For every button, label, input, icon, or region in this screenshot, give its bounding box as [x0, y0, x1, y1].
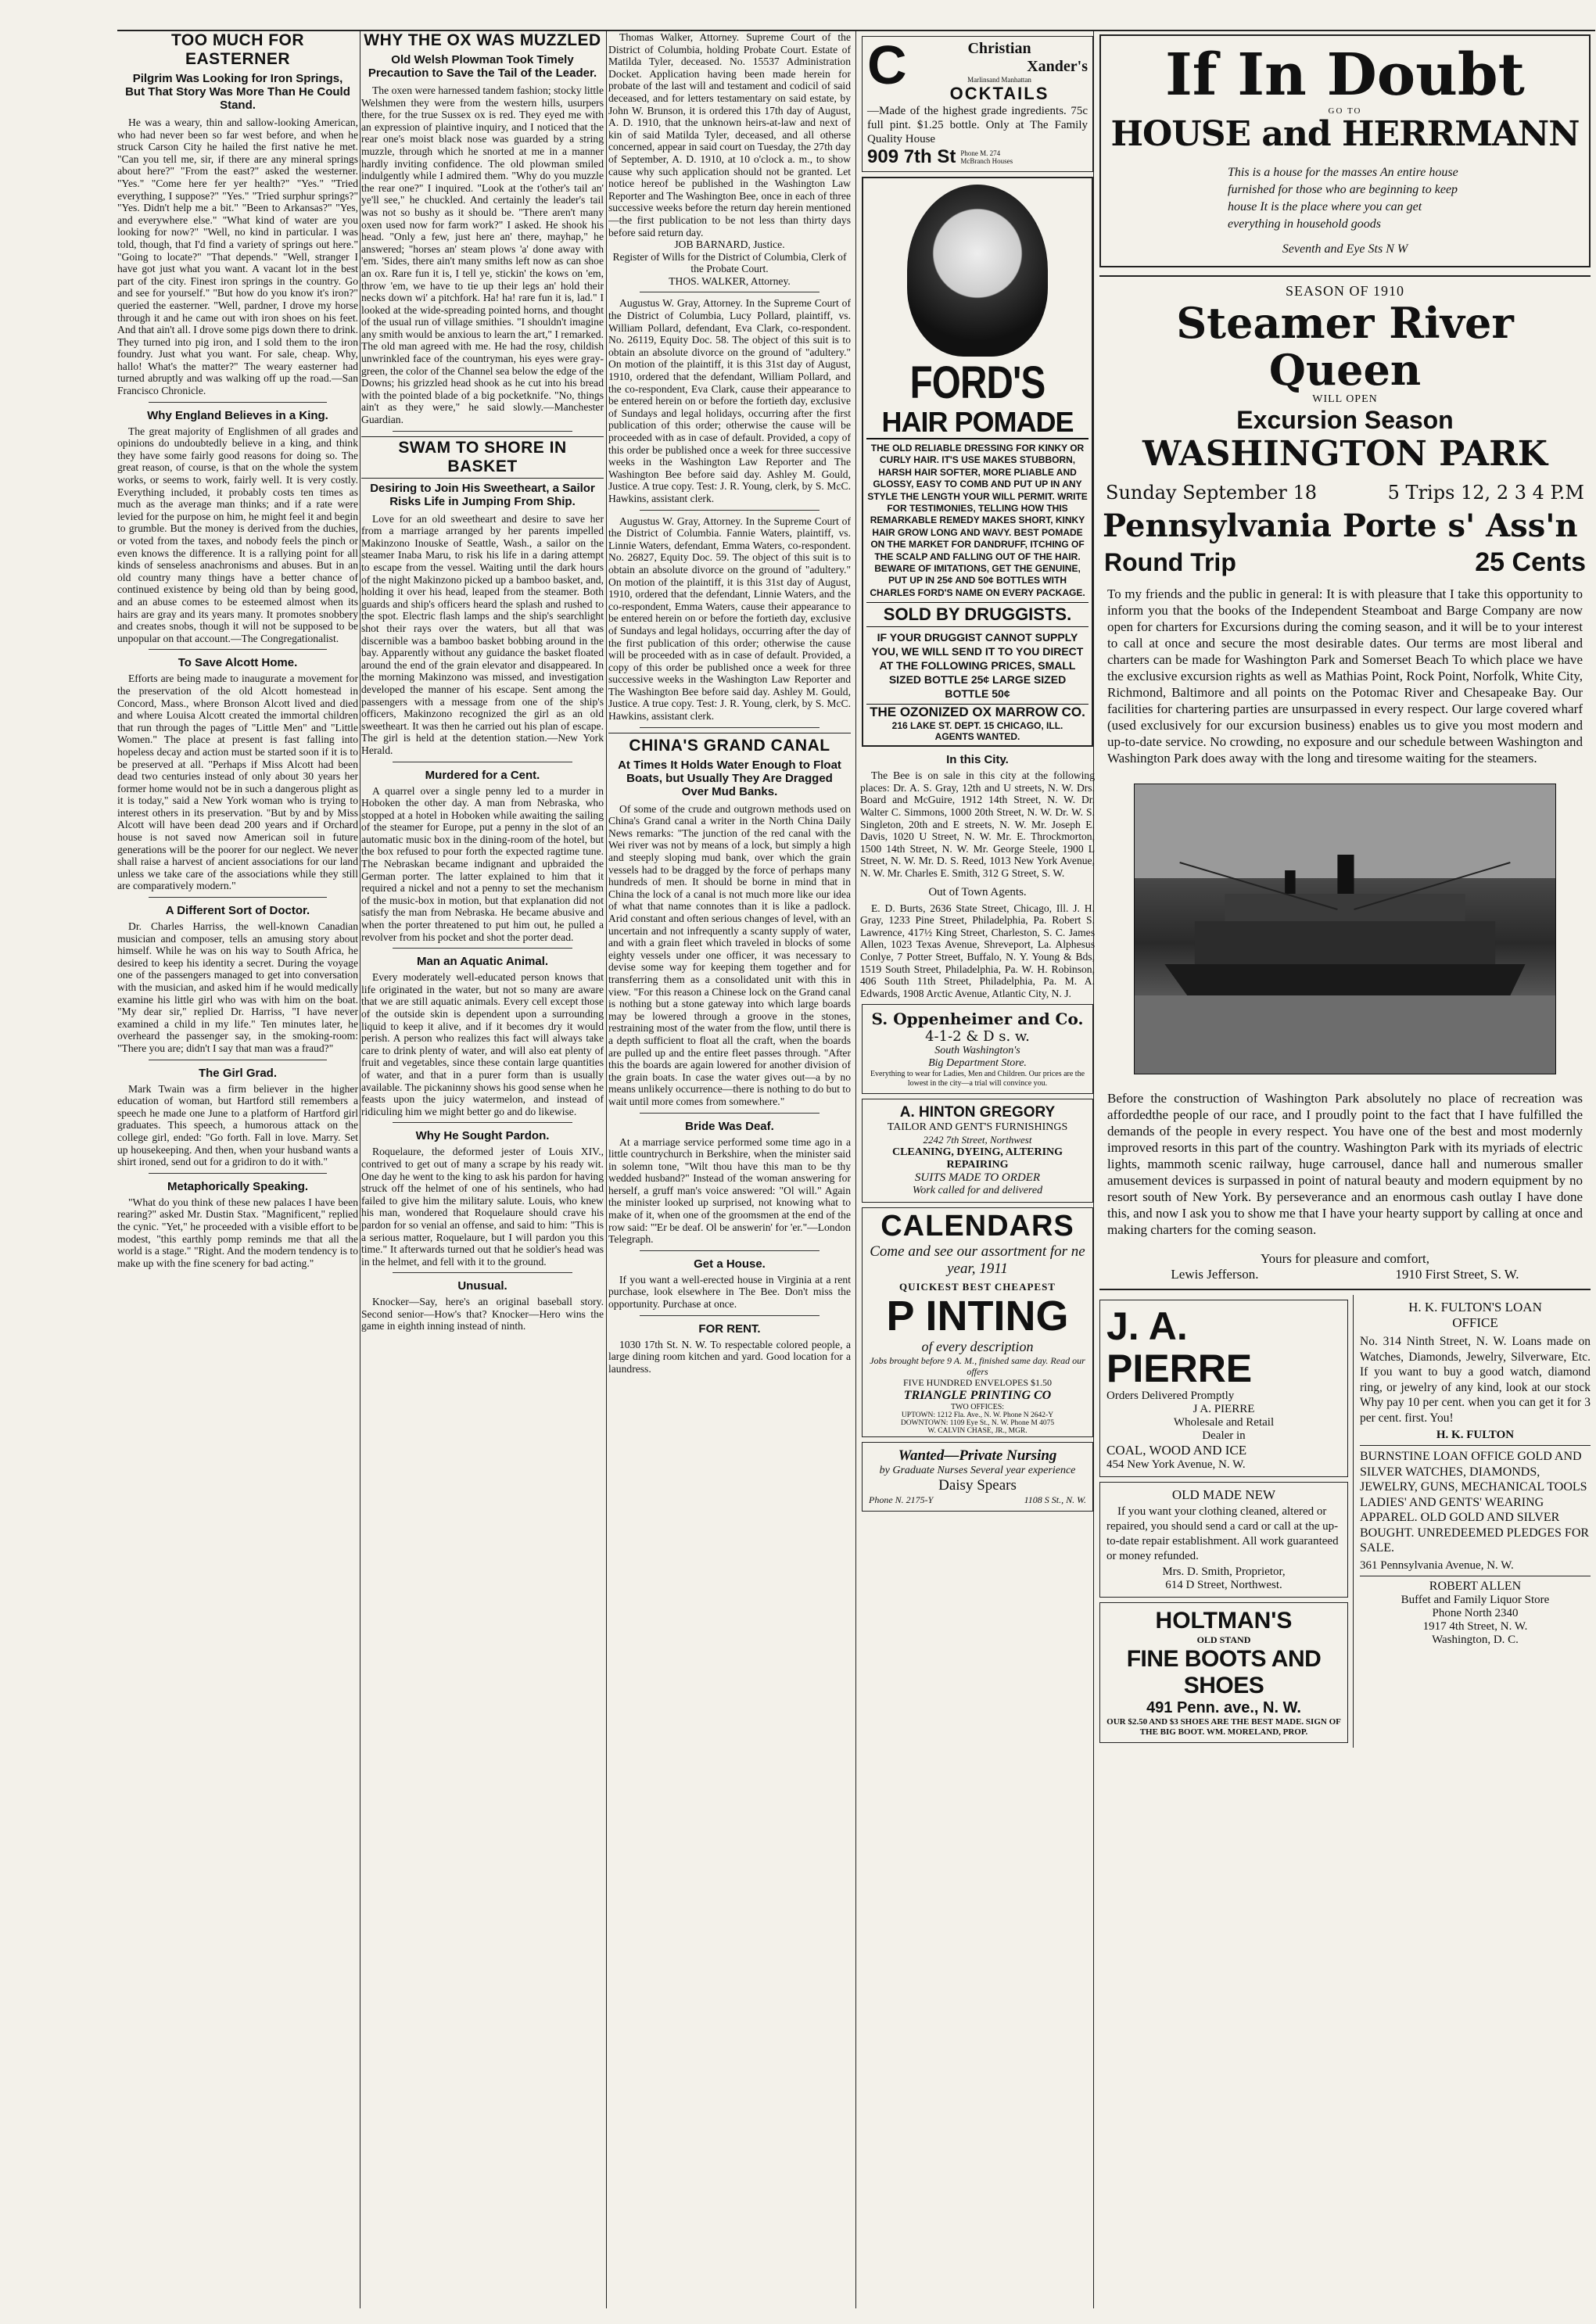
ad-address: 1917 4th Street, N. W. [1422, 1619, 1528, 1633]
ad-signature: Lewis Jefferson. [1171, 1267, 1259, 1282]
ad-phone: Phone N. 2175-Y [869, 1494, 934, 1506]
ad-company: THE OZONIZED OX MARROW CO. [866, 704, 1089, 720]
ad-address: 216 LAKE ST. DEPT. 15 CHICAGO, ILL. [891, 720, 1063, 732]
article-heading: FOR RENT. [698, 1322, 761, 1336]
column-2 [361, 31, 604, 2308]
article-heading: To Save Alcott Home. [178, 656, 298, 670]
article-body: 1030 17th St. N. W. To respectable colored people, a large dining room kitchen and yard. Good location for a laundress. [608, 1338, 851, 1375]
article-body: "What do you think of these new palaces I have been rearing?" asked Mr. Dustin Stax. "Magnificent," replied the cynic. "Yet," he proceeded with a visible effort to be modest, "this earthly pomp reminds me that all the world is a stage." "Right. And the modern tendency is to make up with the fine scenery for bad acting." [117, 1196, 358, 1269]
divider [149, 897, 327, 898]
ad-round-trip: Round Trip [1104, 548, 1236, 576]
article-heading: Unusual. [457, 1279, 507, 1293]
article-body: If you want a well-erected house in Virginia at a rent purchase, look elsewhere in The Bee. Don't miss the opportunity. Purchase at once. [608, 1273, 851, 1311]
ad-address: Washington, D. C. [1432, 1633, 1519, 1646]
column-rule [855, 31, 856, 2308]
ad-pierre [1099, 1300, 1348, 1477]
ad-phone: Phone M. 274 McBranch Houses [960, 149, 1013, 165]
ad-address: 1910 First Street, S. W. [1395, 1267, 1519, 1282]
divider [393, 1122, 572, 1123]
article-heading: Metaphorically Speaking. [167, 1179, 309, 1193]
legal-signature: JOB BARNARD, Justice. [674, 238, 785, 251]
ad-price: 25 Cents [1475, 547, 1586, 577]
ad-christian-xander [862, 36, 1093, 172]
ad-address: 454 New York Avenue, N. W. [1106, 1458, 1246, 1471]
ad-nursing [862, 1442, 1093, 1512]
ad-tagline: QUICKEST BEST CHEAPEST [899, 1281, 1056, 1293]
ad-initial: C [867, 34, 907, 95]
ad-old-made-new [1099, 1482, 1348, 1598]
divider [149, 649, 327, 650]
article-heading: Man an Aquatic Animal. [416, 955, 549, 969]
ad-fords-pomade [862, 177, 1093, 747]
article-body: He was a weary, thin and sallow-looking American, who had never been so far west before, and when he struck Carson City he hailed the first native he met. "Can you tell me, sir, if there are any mineral springs about here?" "From the east?" asked the westerner. "Yes." "Come here fer yer health?" "Yes." "Tried everything, I suppose?" "Yes." "Tried surphur springs?" "Yes. Didn't help me a bit." "Been to Arkansas?" "Yes, and everywhere else." "What kind of water are you looking for now?" "Well, no kind in particular. I was told, though, that I'd find a variety of springs out here." "Going to locate?" "That depends." "Well, stranger I have got just what you want. A vacant lot in the best part of the city. Finest iron springs in the country. Go and see for yourself." "But how do you know it's iron?" queried the easterner. "Well, pardner, I drove my horse through it and he came out with iron shoes on his feet. And that ain't all. I drove some pigs down there to drink. They turned into pig iron, and I sold them to the iron foundry. Just what you want. For sale, cheap. Why, hallo! What's the matter?" The weary easterner had turned abruptly and was walking off up the road.—San Francisco Chronicle. [117, 117, 358, 397]
ad-will-open: WILL OPEN [1312, 393, 1378, 405]
ad-house-herrmann [1099, 34, 1591, 267]
steamer-photo-icon [1134, 784, 1556, 1074]
article-body: Love for an old sweetheart and desire to save her from a marriage arranged by her parents impelled Makinzono Inouske of Seattle, Wash., a sailor on the steamer Inaba Maru, to risk his life in a daring attempt to escape from the vessel. Waiting until the dark hours of the night Makinzono picked up a bamboo basket, and, holding it over his head, leaped from the steamer. Both guards and ship's officers heard the splash and rushed to the spot. Electric flash lamps and the ship's searchlight shot their rays over the waters, but all that was discernible was a bamboo basket bobbing around in the bay. Apparently without any guidance the basket floated around the end of the grain elevator and disappeared. In the morning Makinzono was missed, and investigation developed the manner of his escape. Sent among the passengers with a message from one of the ship's officers, Makinzono recognized the girl as an old sweetheart. It was then he carried out his plan of escape. The girl is held at the detention station.—New York Herald. [361, 512, 604, 756]
ad-title: S. Oppenheimer and Co. [871, 1010, 1084, 1029]
article-heading: Get a House. [694, 1257, 766, 1271]
legal-signature: Register of Wills for the District of Columbia, Clerk of the Probate Court. [612, 250, 847, 275]
ad-address: 614 D Street, Northwest. [1165, 1579, 1282, 1591]
ad-sold: SOLD BY DRUGGISTS. [866, 602, 1089, 627]
ad-excursion: Excursion Season [1236, 406, 1454, 434]
ad-phone: Phone North 2340 [1432, 1606, 1519, 1619]
divider [393, 948, 572, 949]
ad-subtitle: TAILOR AND GENT'S FURNISHINGS [887, 1121, 1068, 1134]
subheadline: Desiring to Join His Sweetheart, a Sailor Risks Life in Jumping From Ship. [370, 481, 595, 508]
ad-address: 2242 7th Street, Northwest [923, 1134, 1032, 1146]
divider [149, 1173, 327, 1174]
ad-body: To my friends and the public in general: It is with pleasure that I take this opportunity to inform you that the books of the Independent Steamboat and Barge Company are now open for charters for Excursions during the coming season, and it will be to your interest to call at once and secure the most desirable dates. Our terms are most liberal and charters can be made for Washington Park and Somerset Beach To which place we have the exclusive excursion rights as well as Mathias Point, Rock Point, Norfolk, White City, Richmond, Baltimore and all points on the Potomac River and Chesapeake Bay. Our facilities for chartering parties are unsurpassed in every respect. Our large covered wharf (used exclusively for our excursion business) enables us to give you most modern and up-to-date service. No crowding, no exposure and our schedule between Washington and Washington Park does away with the long and tiresome waiting for the steamers. [1107, 586, 1583, 766]
ad-tagline: This is a house for the masses An entire house furnished for those who are beginning to keep house It is the place where you can get everything in household goods [1228, 166, 1458, 231]
headline: WHY THE OX WAS MUZZLED [364, 31, 601, 49]
article-body: Of some of the crude and outgrown methods used on China's Grand canal a writer in the North China Daily News remarks: "The junction of the red canal with the Wei river was not by means of a lock, but simply a high and steeply sloping mud bank, over which the grain vessels had to be dragged by the force of perhaps many hundreds of men. It should be borne in mind that in China the lock of a canal is not much more like our idea of what that name connotes than it is like a padlock. Arid constant and often serious changes of level, with an uncertain and not infrequently a scanty supply of water, and with a grain fleet which traveled in blocks of some eighty vessels under one officer, it was necessary to devise some way for keeping them together and for transferring them as a consolidated unit with this in view. "For this reason a Chinese lock on the Grand canal is nothing but a stone gateway into which large boards may be lowered through a groove in the stones, restraining most of the water from the flow, until there is a depth sufficient to float all the craft, when the boards are pulled up and the entire fleet passes through. "After this the boards are again lowered for another division of the grain boats. In case the water gives out—a by no means unlikely occurrence—there is nothing to do but to wait until more comes from somewhere." [608, 802, 851, 1107]
ad-address: 361 Pennsylvania Avenue, N. W. [1360, 1558, 1514, 1572]
ad-title: CALENDARS [880, 1210, 1074, 1243]
ad-title: A. HINTON GREGORY [899, 1104, 1056, 1121]
ad-address: 491 Penn. ave., N. W. [1146, 1699, 1301, 1716]
ad-title: Xander's [1027, 58, 1088, 75]
steamer-silhouette-icon [1135, 784, 1555, 1074]
article-body: At a marriage service performed some time ago in a little countrychurch in Berkshire, when the minister said in solemn tone, "Wilt thou have this man to be thy wedded husband?" Instead of the woman answering for herself, a gruff man's voice answered: "Ol will." Again the minister looked up surprised, not knowing what to make of it, when one of the groomsmen at the end of the row said: "'Er be deaf. Ol be answerin' for 'er."—London Telegraph. [608, 1135, 851, 1246]
ad-body: OUR $2.50 AND $3 SHOES ARE THE BEST MADE. SIGN OF THE BIG BOOT. WM. MORELAND, PROP. [1106, 1717, 1341, 1737]
ad-name: J A. PIERRE [1193, 1403, 1255, 1415]
article-heading: In this City. [946, 753, 1009, 767]
subheadline: Old Welsh Plowman Took Timely Precaution to Save the Tail of the Leader. [368, 53, 597, 80]
ad-title: HOLTMAN'S [1155, 1608, 1293, 1634]
ad-company: TRIANGLE PRINTING CO [903, 1389, 1052, 1403]
ad-body: THE OLD RELIABLE DRESSING FOR KINKY OR CURLY HAIR. IT'S USE MAKES STUBBORN, HARSH HAIR SOFTER, MORE PLIABLE AND GLOSSY, EASY TO COMB AND PUT UP IN ANY STYLE THE LENGTH YOUR WILL PERMIT. WRITE FOR TESTIMONIES, TELLING HOW THIS REMARKABLE REMEDY MAKES SHORT, KINKY HAIR GROW LONG AND WAVY. BEST POMADE ON THE MARKET FOR DANDRUFF, ITCHING OF THE SCALP AND FALLING OUT OF THE HAIR. BEWARE OF IMITATIONS, GET THE GENUINE, PUT UP IN 25¢ AND 50¢ BOTTLES WITH CHARLES FORD'S NAME ON EVERY PACKAGE. [867, 443, 1088, 598]
ad-tagline: South Washington's [934, 1045, 1020, 1057]
woman-portrait-icon [907, 185, 1048, 357]
ad-goto: GO TO [1328, 106, 1362, 116]
ad-work: Work called for and delivered [912, 1185, 1043, 1197]
article-body: Efforts are being made to inaugurate a movement for the preservation of the old Alcott homestead in Concord, Mass., where Bronson Alcott lived and died and where Louisa Alcott created the immortal children that run through the pages of "Little Men" and "Little Women." The place at present is fast falling into hopeless decay and action must be started soon if it is to be preserved at all. "Perhaps if Miss Alcott had been dead two centuries instead of only about 30 years her former home would not be in such a dangerous plight as it is today," said a New York woman who is trying to interest others in its preservation. "But by and by Miss Alcott will have been dead 200 years and if Orchard house is not saved now American soil in future generations will be the poorer for our neglect. We never shall raise a harvest of ancient associations for our land unless we take care of the associations while they still are comparatively modern." [117, 672, 358, 892]
ad-signature: H. K. FULTON [1436, 1429, 1515, 1441]
ad-title: Wanted—Private Nursing [898, 1447, 1057, 1465]
ad-title: J. A. PIERRE [1106, 1304, 1253, 1390]
ad-tagline: Big Department Store. [928, 1057, 1027, 1070]
headline: SWAM TO SHORE IN BASKET [361, 436, 604, 479]
ad-title: OFFICE [1452, 1315, 1498, 1330]
article-heading: Why England Believes in a King. [147, 408, 328, 422]
article-body: A quarrel over a single penny led to a murder in Hoboken the other day. A man from Nebraska, who stopped at a hotel in Hoboken while awaiting the sailing of the steamer for Europe, put a penny in the slot of an automatic music box in the dining-room of the hotel, but the box refused to pour forth the expected ragtime tune. The Nebraskan became indignant and upbraided the German porter. The latter explained to him that it required a nickel and not a penny to set the mechanism of the music-box in motion, but that explanation did not satisfy the man from Nebraska. He became abusive and when the porter threatened to put him out, he pulled a revolver from his pocket and shot the porter dead. [361, 784, 604, 943]
article-heading: The Girl Grad. [198, 1066, 278, 1080]
legal-notice: Augustus W. Gray, Attorney. In the Supreme Court of the District of Columbia. Fannie Waters, plaintiff, vs. Linnie Waters, defendant, Emma Waters, co-respondent. No. 26827, Equity Doc. 59. The object of this suit is to obtain an absolute divorce on the ground of "adultery." On motion of the plaintiff, it is this 31st day of August, 1910, ordered that the defendant, Linnie Waters, and the co-respondent, Emma Waters, cause their appearance to be entered herein on or before the fortieth day, exclusive of Sundays and legal holidays, occurring after the day of the first publication of this order; otherwise the cause will be proceeded with as in case of default. Provided, a copy of this order be published once a week for three successive weeks in the Washington Law Reporter and The Washington Bee before said day. Ashley M. Gould, Justice. A true copy. Test: J. R. Young, clerk, by S. McC. Hawkins, assistant clerk. [608, 515, 851, 723]
ad-title: H. K. FULTON'S LOAN [1408, 1300, 1542, 1314]
article-heading: Bride Was Deaf. [685, 1119, 774, 1133]
article-body: Every moderately well-educated person knows that life originated in the water, but not so many are aware that we are still aquatic animals. Every cell except those of the outside skin is dependent upon a surrounding liquid to keep it alive, and if it becomes dry it would perish. A person who realizes this fact will always take care to drink plenty of water, and will also eat plenty of fruit and vegetables, since these contain large quantities of water, and that in a purer form than is usually available. The pickaninny shows his good sense when he feasts upon the juicy watermelon, and instead of ridiculing him we might better go and do likewise. [361, 971, 604, 1117]
ad-title: Christian [967, 40, 1031, 57]
ad-service: CLEANING, DYEING, ALTERING REPAIRING [891, 1146, 1063, 1171]
ad-holtmans [1099, 1602, 1348, 1743]
ad-title: P INTING [886, 1293, 1069, 1340]
ad-subtitle: Come and see our assortment for ne year, 1911 [870, 1243, 1085, 1278]
article-body: E. D. Burts, 2636 State Street, Chicago, Ill. J. H. Gray, 1233 Pine Street, Philadelphia, Pa. Robert S. Lawrence, 417½ King Street, Charleston, S. C. James Allen, 1023 Texas Avenue, Shreveport, La. Alphesus Conlye, 7 Potter Street, Buffalo, N. Y. Young & Bds, 1519 South Street, Philadelphia, Pa. W. H. Robinson, 406 South 11th Street, Philadelphia, Pa. M. A. Edwards, 1908 Arctic Avenue, Atlantic City, N. J. [860, 902, 1095, 999]
ad-note: Jobs brought before 9 A. M., finished same day. Read our offers [870, 1355, 1085, 1378]
ad-trips: 5 Trips 12, 2 3 4 P.M [1387, 482, 1584, 504]
ad-suits: SUITS MADE TO ORDER [914, 1171, 1041, 1185]
ad-title: HAIR POMADE [866, 407, 1089, 439]
ad-address: 4-1-2 & D s. w. [925, 1028, 1030, 1045]
ad-body: No. 314 Ninth Street, N. W. Loans made on Watches, Diamonds, Jewelry, Silverware, Etc. If you want to buy a good watch, diamond ring, or jewelry of any kind, look at our stock Why pay 10 per cent. when you can get it for 3 per cent. first. You! [1360, 1335, 1591, 1425]
ad-closing: Yours for pleasure and comfort, [1261, 1251, 1429, 1266]
ad-small: Everything to wear for Ladies, Men and Children. Our prices are the lowest in the city—a trial will convince you. [870, 1070, 1085, 1088]
ad-title: ROBERT ALLEN [1429, 1579, 1522, 1593]
ad-address: 909 7th St [867, 146, 956, 167]
ad-river-queen [1099, 275, 1591, 1290]
headline: CHINA'S GRAND CANAL [608, 733, 851, 755]
ad-body: BURNSTINE LOAN OFFICE GOLD AND SILVER WATCHES, DIAMONDS, JEWELRY, GUNS, MECHANICAL TOOLS LADIES' AND GENTS' WEARING APPAREL. OLD GOLD AND SILVER BOUGHT. UNREDEEMED PLEDGES FOR SALE. [1360, 1450, 1590, 1555]
divider [640, 510, 820, 511]
ad-title: OLD MADE NEW [1171, 1487, 1276, 1502]
ad-subtitle: Buffet and Family Liquor Store [1401, 1593, 1550, 1606]
column-3 [608, 31, 851, 2308]
ad-title: WASHINGTON PARK [1142, 434, 1548, 474]
ad-hinton-gregory [862, 1099, 1093, 1203]
ad-address: DOWNTOWN: 1109 Eye St., N. W. Phone M 4075 [900, 1419, 1055, 1428]
ad-body: —Made of the highest grade ingredients. 75c full pint. $1.25 bottle. Only at The Family Quality House [867, 105, 1088, 145]
divider [640, 1113, 820, 1114]
ad-address: Seventh and Eye Sts N W [1282, 242, 1408, 256]
ad-season: SEASON OF 1910 [1285, 283, 1405, 299]
ad-subtitle: Orders Delivered Promptly [1106, 1390, 1235, 1402]
article-body: The oxen were harnessed tandem fashion; stocky little Welshmen they were from the western hills, usurpers there, for the true Sussex ox is red. They eyed me with an expression of plaintive inquiry, and I noticed that the rear one's moist black nose was guarded by a string muzzle, through which he snorted at me in a manner hardly inviting confidence. The old plowman smiled indulgently while I admired them. "Why do you muzzle the rear one?" I inquired. "Look at the t'other's tail an' ye'll see," he chuckled. And certainly the leader's tail was not so bushy as it should be. "There aren't many oxen used now for farm work?" I asked. He shook his head. "Only a few, just here an' there, mayhap," he answered; "horses an' steam plows 'a' done away with 'em. 'Sides, there ain't many smiths left now as can shoe an ox. Rare fun it is, I tell ye, stickin' the kows on 'em, throw 'em, we have to tie up their legs an' hold their necks down wi' a pitchfork. Ha! ha! rare fun it is, lad." I looked at the wide-spreading pointed horns, and thought of the usual run of village smithies. "I shouldn't imagine any smith would be anxious to learn the art," I remarked. The old man agreed with me. He had the rosy, childish unwrinkled face of the countryman, his eyes were gray-green, the color of the Channel sea below the edge of the Downs; his grizzled head shook as he cut into his bread with the pointed blade of a big pocketknife. "No, things ain't as they were," he said slowly.—Manchester Guardian. [361, 84, 604, 426]
article-body: Roquelaure, the deformed jester of Louis XIV., contrived to get out of many a scrape by his ready wit. One day he went to the king to ask his pardon for having struck off the helmet of one of his sentinels, who had failed to give him the military salute. Louis, who knew his man, wondered that Roquelaure should crave his pardon for so venial an offense, and said to him: "This is a serious matter, Roquelaure, but I will pardon you this time." It afterwards turned out that he soldier's head was in the helmet, and fell with it to the ground. [361, 1146, 604, 1268]
article-heading: Out of Town Agents. [928, 885, 1027, 898]
article-body: The great majority of Englishmen of all grades and opinions do undoubtedly believe in a king, and think they have some fairly good reasons for doing so. The great reason, of course, is that on the whole the system works, or seems to work, fairly well. It is very costly. Everything included, it probably costs ten times as much as the average man thinks; and if a rate were levied for the purpose on him, he might feel it and begin to grumble. But the money is derived from the duchies, or voted from the taxes, and nobody feels the pinch or even knows the difference. It is a rallying point for all kinds of senseless anachronisms and abuses. But in an old country many things have a better chance of continued existence by being old than by being good, and an abuse comes to be esteemed almost when its hairs are gray and its years many. It promotes snobbery and creates snobs, though it will not be supposed to be unpopular on that account.—The Congregationalist. [117, 425, 358, 644]
ad-title: HOUSE and HERRMANN [1110, 114, 1580, 154]
article-body: Dr. Charles Harriss, the well-known Canadian musician and composer, tells an amusing story about himself. While he was on his way to South Africa, he desired to keep his identity a secret. During the voyage one of the passengers managed to get into conversation with the musician, and asked him if he would medically examine his little girl who was with him on the boat. "My dear sir," replied Dr. Harriss, "I have never examined a child in my life." Ten minutes later, he overheard the passenger say, in the smoking-room: "There you are; didn't I say that man was a fraud?" [117, 920, 358, 1054]
ad-agents: AGENTS WANTED. [934, 731, 1020, 743]
divider [393, 1272, 572, 1273]
ad-title: FINE BOOTS AND SHOES [1126, 1646, 1322, 1698]
subheadline: At Times It Holds Water Enough to Float Boats, but Usually They Are Dragged Over Mud Banks. [618, 758, 841, 798]
ad-association: Pennsylvania Porte s' Ass'n [1103, 507, 1578, 544]
ad-signature: Mrs. D. Smith, Proprietor, [1162, 1565, 1286, 1578]
article-body: The Bee is on sale in this city at the following places: Dr. A. S. Gray, 12th and U streets, N. W. Drs. Board and McGuire, 1912 14th Street, N. W. Dr. Walter C. Simmons, 1000 20th Street, N. W. Dr. W. S. Singleton, 20th and E streets, N. W. Mr. Joseph E. Davis, 1020 U Street, N. W. Mr. E. Throckmorton, 1500 14th Street, N. W. Mr. George Steele, 1900 L Street, N. W. Mr. D. S. Reed, 1013 New York Avenue, N. W. Mr. Charles E. Smith, 312 G Street, S. W. [860, 769, 1095, 880]
ad-address: 1108 S St., N. W. [1024, 1494, 1086, 1506]
ad-triangle-printing [862, 1207, 1093, 1437]
ad-date: Sunday September 18 [1106, 482, 1318, 504]
divider [149, 402, 327, 403]
legal-notice: Augustus W. Gray, Attorney. In the Supreme Court of the District of Columbia, Lucy Pollard, plaintiff, vs. William Pollard, defendant, Eva Clark, co-respondent. No. 26119, Equity Doc. 58. The object of this suit is to obtain an absolute divorce on the ground of "adultery." On motion of the plaintiff, it is this 31st day of August, 1910, ordered that the defendant, William Pollard, and the co-respondent, Eva Clark, cause their appearance to be entered herein on or before the fortieth day, exclusive of Sundays and legal holidays, occurring after the first publication of this order; otherwise the cause will be proceeded with as in case of default. Provided, a copy of this order be published once a week for three successive weeks in the Washington Law Reporter and The Washington Bee before said day. Ashley M. Gould, Justice. A true copy. Test: J. R. Young, clerk, by S. McC. Hawkins, assistant clerk. [608, 297, 851, 504]
headline: TOO MUCH FOR EASTERNER [170, 31, 305, 68]
column-1 [117, 31, 358, 2308]
legal-signature: THOS. WALKER, Attorney. [669, 274, 791, 287]
article-heading: A Different Sort of Doctor. [165, 904, 310, 918]
ad-offices: TWO OFFICES: [950, 1403, 1005, 1412]
ad-subtitle: Marlinsand Manhattan [967, 76, 1031, 84]
article-body: Knocker—Say, here's an original baseball story. Second senior—How's that? Knocker—Hero wins the game in eighth inning instead of ninth. [361, 1296, 604, 1332]
ad-subtitle: OLD STAND [1196, 1634, 1251, 1645]
ad-address: UPTOWN: 1212 Fla. Ave., N. W. Phone N 2642-Y [901, 1411, 1054, 1420]
ad-subtitle: Wholesale and Retail [1173, 1416, 1275, 1429]
ad-goods: COAL, WOOD AND ICE [1106, 1443, 1247, 1458]
ad-body: If you want your clothing cleaned, altered or repaired, you should send a card or call at the up-to-date repair establishment. All work guaranteed or money refunded. [1106, 1505, 1339, 1562]
divider [640, 727, 820, 728]
ad-offer: FIVE HUNDRED ENVELOPES $1.50 [903, 1377, 1052, 1389]
column-5 [1095, 31, 1595, 2308]
ad-name: Daisy Spears [938, 1477, 1017, 1494]
divider [393, 431, 572, 432]
ad-subtitle: by Graduate Nurses Several year experience [879, 1465, 1076, 1477]
article-heading: Murdered for a Cent. [425, 768, 540, 782]
article-heading: Why He Sought Pardon. [415, 1129, 550, 1143]
subheadline: Pilgrim Was Looking for Iron Springs, But That Story Was More Than He Could Stand. [125, 72, 350, 112]
article-body: Mark Twain was a firm believer in the higher education of woman, but Hartford still remembers a speech he made one June to a platform of Hartford girl graduates. This speech, a humorous attack on the college girl, ended: "Go forth. Fall in love. Marry. Set up housekeeping. And then, when your husband wants a shirt ironed, send out for a gridiron to do it with." [117, 1082, 358, 1168]
divider [640, 1250, 820, 1251]
ad-title: If In Doubt [1165, 41, 1525, 109]
ad-tagline: of every description [921, 1339, 1034, 1355]
ad-manager: W. CALVIN CHASE, JR., MGR. [927, 1427, 1028, 1436]
ad-body: Before the construction of Washington Park absolutely no place of recreation was affordedthe people of our race, and I proudly point to the fact that I have fulfilled the demands of the people in every respect. You have one of the best and most modernly improved resorts in this part of the country. Washington Park with its myriads of electric lights, mammoth scenic railway, huge carrousel, dance hall and numerous smaller amusement devices is surpassed in point of natural beauty and modern equipment by no resort south of New York. By perseverance and an enormous cash outlay I have done this, and now I ask you to show me that I have your hearty support by calling at once and making charters for the coming season. [1107, 1091, 1583, 1237]
ad-cocktails: OCKTAILS [949, 84, 1049, 103]
column-rule [606, 31, 607, 2308]
ad-title: FORD'S [909, 357, 1045, 408]
ad-subtitle: Dealer in [1202, 1429, 1246, 1442]
ad-title: Steamer River Queen [1176, 298, 1514, 395]
column-4 [860, 31, 1095, 2308]
ad-body: IF YOUR DRUGGIST CANNOT SUPPLY YOU, WE WILL SEND IT TO YOU DIRECT AT THE FOLLOWING PRICES, SMALL SIZED BOTTLE 25¢ LARGE SIZED BOTTLE 50¢ [871, 631, 1084, 701]
ad-oppenheimer [862, 1004, 1093, 1094]
legal-notice: Thomas Walker, Attorney. Supreme Court of the District of Columbia, holding Probate Court. Estate of Matilda Tyler, deceased. No. 15537 Administration Docket. Application having been made herein for probate of the last will and testament and codicil of said deceased, and for letters testamentary on said estate, by John W. Brunson, it is ordered this 17th day of August, A. D. 1910, that the unknown heirs-at-law and next of kin of said Matilda Tyler, deceased, and all otherse concerned, appear in said court on Tuesday, the 27th day of September, A. D. 1910, at 10 o'clock a. m., to show cause why such application should not be granted. Let notice hereof be published in the Washington Law Reporter and The Washington Bee, once in each of three successive weeks before the return day herein mentioned—the first publication to be not less than thirty days before said return day. [608, 31, 851, 238]
divider [640, 1315, 820, 1316]
